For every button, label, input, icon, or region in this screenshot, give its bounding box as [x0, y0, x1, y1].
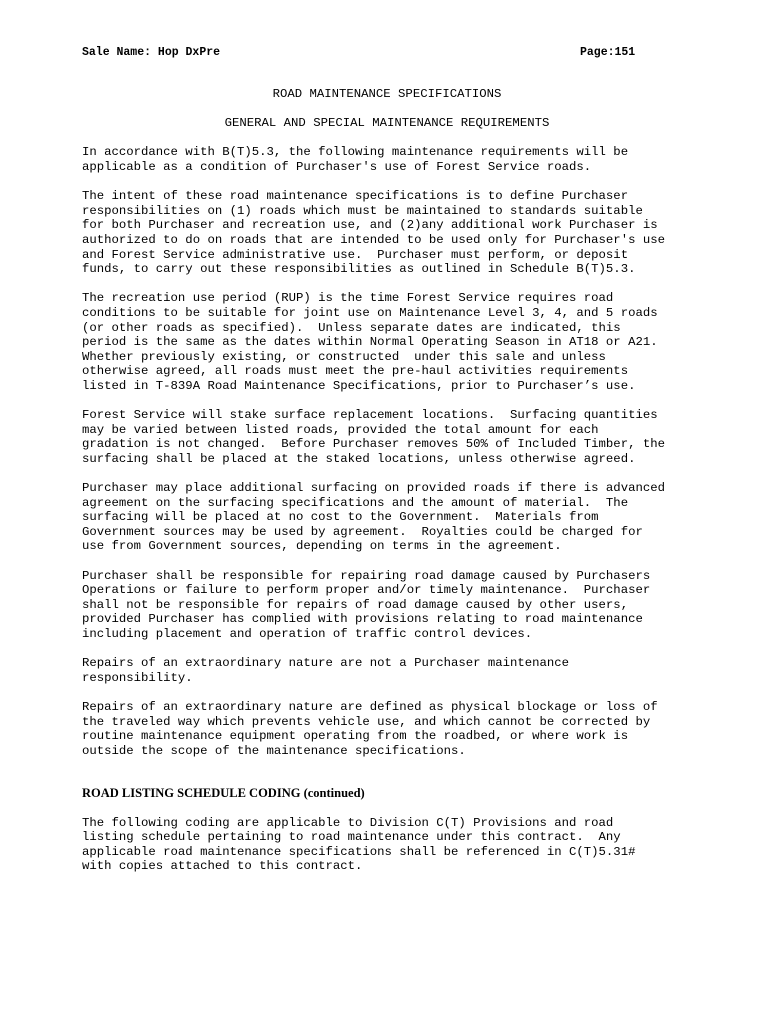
paragraph-extraordinary-definition: Repairs of an extraordinary nature are defined as physical blockage or loss of the traveled way which prevents vehicle use, and which cannot be corrected by routine maintenance equipment operating from the roadbed, or where work is outside the scope of the maintenance specifications. — [82, 699, 658, 758]
sale-name-header: Sale Name: Hop DxPre — [82, 46, 221, 59]
paragraph-repair-responsibility: Purchaser shall be responsible for repairing road damage caused by Purchasers Operations or failure to perform proper and/or timely maintenance. Purchaser shall not be responsible for repairs of road damage caused by other users, provided Purchaser has complied with provisions relating to road maintenance including placement and operation of traffic control devices. — [82, 568, 651, 641]
paragraph-intent: The intent of these road maintenance specifications is to define Purchaser responsibilities on (1) roads which must be maintained to standards suitable for both Purchaser and recreation use, and (2)any additional work Purchaser is authorized to do on roads that are intended to be used only for Purchaser's use and Forest Service administrative use. Purchaser must perform, or deposit funds, to carry out these responsibilities as outlined in Schedule B(T)5.3. — [82, 189, 665, 277]
paragraph-coding: The following coding are applicable to Division C(T) Provisions and road listing schedule pertaining to road maintenance under this contract. Any applicable road maintenance specifications shall be referenced in C(T)5.31# with copies attached to this contract. — [82, 815, 636, 874]
paragraph-extraordinary-repairs: Repairs of an extraordinary nature are not a Purchaser maintenance responsibility. — [82, 656, 570, 685]
document-title: ROAD MAINTENANCE SPECIFICATIONS — [272, 87, 502, 101]
paragraph-surface-replacement: Forest Service will stake surface replacement locations. Surfacing quantities may be varied between listed roads, provided the total amount for each gradation is not changed. Before Purchaser removes 50% of Included Timber, the surfacing shall be placed at the staked locations, unless otherwise agreed. — [82, 408, 665, 466]
paragraph-intro: In accordance with B(T)5.3, the following maintenance requirements will be applicable as a condition of Purchaser's use of Forest Service roads. — [82, 145, 629, 174]
page-number: Page:151 — [580, 46, 636, 59]
paragraph-recreation-use-period: The recreation use period (RUP) is the time Forest Service requires road conditions to be suitable for joint use on Maintenance Level 3, 4, and 5 roads (or other roads as specified). Unless separate dates are indicated, this period is the same as the dates within Normal Operating Season in AT18 or A21. Whether previously existing, or constructed under this sale and unless otherwise agreed, all roads must meet the pre-haul activities requirements listed in T-839A Road Maintenance Specifications, prior to Purchaser’s use. — [82, 291, 658, 393]
document-subtitle: GENERAL AND SPECIAL MAINTENANCE REQUIREMENTS — [224, 116, 550, 131]
paragraph-additional-surfacing: Purchaser may place additional surfacing on provided roads if there is advanced agreement on the surfacing specifications and the amount of material. The surfacing will be placed at no cost to the Government. Materials from Government sources may be used by agreement. Royalties could be charged for use from Government sources, depending on terms in the agreement. — [82, 481, 665, 554]
document-body — [82, 87, 692, 888]
section-heading: ROAD LISTING SCHEDULE CODING (continued) — [82, 786, 365, 801]
